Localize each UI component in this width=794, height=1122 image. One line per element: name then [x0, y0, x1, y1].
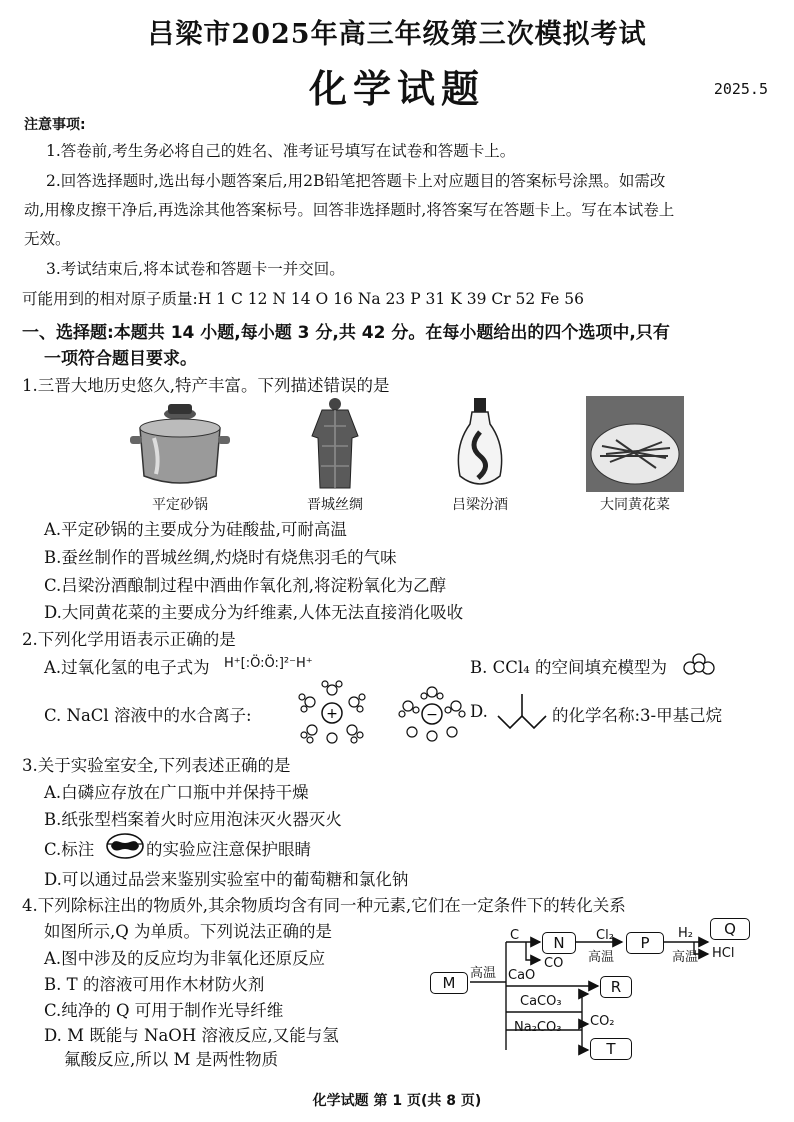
q2-stem: 2.下列化学用语表示正确的是 — [22, 630, 236, 649]
label-caco3: CaCO₃ — [520, 994, 562, 1009]
node-q: Q — [710, 918, 750, 940]
node-n: N — [542, 932, 576, 954]
3-methylhexane-skeletal-formula — [496, 690, 550, 734]
label-hcl: HCl — [712, 946, 735, 961]
q4-option-c: C.纯净的 Q 可用于制作光导纤维 — [44, 1001, 284, 1020]
q2-option-a: A.过氧化氢的电子式为 — [44, 658, 210, 677]
node-m: M — [430, 972, 468, 994]
label-co: CO — [544, 956, 564, 971]
casserole-pot-image — [130, 398, 230, 490]
q3-stem: 3.关于实验室安全,下列表述正确的是 — [22, 756, 291, 775]
q1-option-b: B.蚕丝制作的晋城丝绸,灼烧时有烧焦羽毛的气味 — [44, 548, 397, 567]
q1-option-c: C.吕梁汾酒酿制过程中酒曲作氧化剂,将淀粉氧化为乙醇 — [44, 576, 447, 595]
hydrated-cl-ion-diagram — [394, 684, 470, 744]
section1-line1: 一、选择题:本题共 14 小题,每小题 3 分,共 42 分。在每小题给出的四个选项中,只有 — [22, 323, 670, 343]
q4-option-a: A.图中涉及的反应均为非氧化还原反应 — [44, 949, 326, 968]
q1-caption-4: 大同黄花菜 — [600, 497, 670, 513]
silk-robe-image — [300, 396, 370, 492]
q3-option-c-pre: C.标注 — [44, 840, 95, 859]
q2-a-electron-formula: H⁺[:Ö:Ö:]²⁻H⁺ — [224, 656, 313, 671]
label-h2: H₂ — [678, 926, 693, 941]
q4-stem-2: 如图所示,Q 为单质。下列说法正确的是 — [44, 922, 333, 941]
q2-option-d: 的化学名称:3-甲基己烷 — [552, 706, 723, 725]
q1-option-d: D.大同黄花菜的主要成分为纤维素,人体无法直接消化吸收 — [44, 603, 464, 622]
q4-option-d-2: 氟酸反应,所以 M 是两性物质 — [64, 1050, 279, 1069]
q2-option-d-prefix: D. — [470, 702, 488, 721]
notice-item-2a: 2.回答选择题时,选出每小题答案后,用2B铅笔把答题卡上对应题目的答案标号涂黑。如需改 — [46, 172, 666, 190]
goggles-icon — [105, 832, 145, 860]
fenjiu-bottle-image — [450, 396, 510, 492]
notice-item-3: 3.考试结束后,将本试卷和答题卡一并交回。 — [46, 260, 345, 278]
q4-stem-1: 4.下列除标注出的物质外,其余物质均含有同一种元素,它们在一定条件下的转化关系 — [22, 896, 626, 915]
q4-option-d-1: D. M 既能与 NaOH 溶液反应,又能与氢 — [44, 1026, 339, 1045]
label-gaowen-n: 高温 — [588, 950, 615, 965]
q1-option-a: A.平定砂锅的主要成分为硅酸盐,可耐高温 — [44, 520, 347, 539]
q2-option-b: B. CCl₄ 的空间填充模型为 — [470, 658, 668, 677]
label-cl2: Cl₂ — [596, 928, 614, 943]
hydrated-na-ion-diagram — [292, 680, 372, 746]
svg-text:+: + — [326, 706, 338, 722]
exam-title: 吕梁市2025年高三年级第三次模拟考试 — [147, 19, 647, 50]
q4-option-b: B. T 的溶液可用作木材防火剂 — [44, 975, 265, 994]
notice-heading: 注意事项: — [24, 117, 86, 133]
label-co2: CO₂ — [590, 1014, 615, 1029]
label-gaowen-m: 高温 — [470, 966, 497, 981]
label-na2co3: Na₂CO₃ — [514, 1020, 562, 1035]
q3-option-d: D.可以通过品尝来鉴别实验室中的葡萄糖和氯化钠 — [44, 870, 409, 889]
q1-caption-3: 吕梁汾酒 — [452, 497, 508, 513]
notice-item-2c: 无效。 — [24, 230, 71, 248]
atomic-masses: 可能用到的相对原子质量:H 1 C 12 N 14 O 16 Na 23 P 31 K 39 Cr 52 Fe 56 — [22, 290, 584, 308]
section1-line2: 一项符合题目要求。 — [44, 349, 197, 369]
label-gaowen-p: 高温 — [672, 950, 699, 965]
q3-option-c-post: 的实验应注意保护眼睛 — [146, 840, 311, 859]
node-p: P — [626, 932, 664, 954]
q3-option-b: B.纸张型档案着火时应用泡沫灭火器灭火 — [44, 810, 342, 829]
node-t: T — [590, 1038, 632, 1060]
subject-title: 化学试题 — [308, 66, 485, 111]
svg-text:−: − — [426, 707, 438, 723]
q1-caption-2: 晋城丝绸 — [307, 497, 363, 513]
exam-date: 2025.5 — [713, 80, 768, 98]
q3-option-a: A.白磷应存放在广口瓶中并保持干燥 — [44, 783, 309, 802]
page-footer: 化学试题 第 1 页(共 8 页) — [312, 1093, 482, 1109]
label-cao: CaO — [508, 968, 536, 983]
q2-option-c: C. NaCl 溶液中的水合离子: — [44, 706, 252, 725]
notice-item-2b: 动,用橡皮擦干净后,再选涂其他答案标号。回答非选择题时,将答案写在答题卡上。写在本试卷上 — [24, 201, 675, 219]
q1-stem: 1.三晋大地历史悠久,特产丰富。下列描述错误的是 — [22, 376, 390, 395]
daylily-image — [586, 396, 684, 492]
node-r: R — [600, 976, 632, 998]
notice-item-1: 1.答卷前,考生务必将自己的姓名、准考证号填写在试卷和答题卡上。 — [46, 142, 516, 160]
ccl4-space-filling-model — [682, 652, 716, 676]
label-c: C — [510, 928, 520, 943]
q1-caption-1: 平定砂锅 — [152, 497, 208, 513]
q4-conversion-diagram — [426, 920, 776, 1064]
